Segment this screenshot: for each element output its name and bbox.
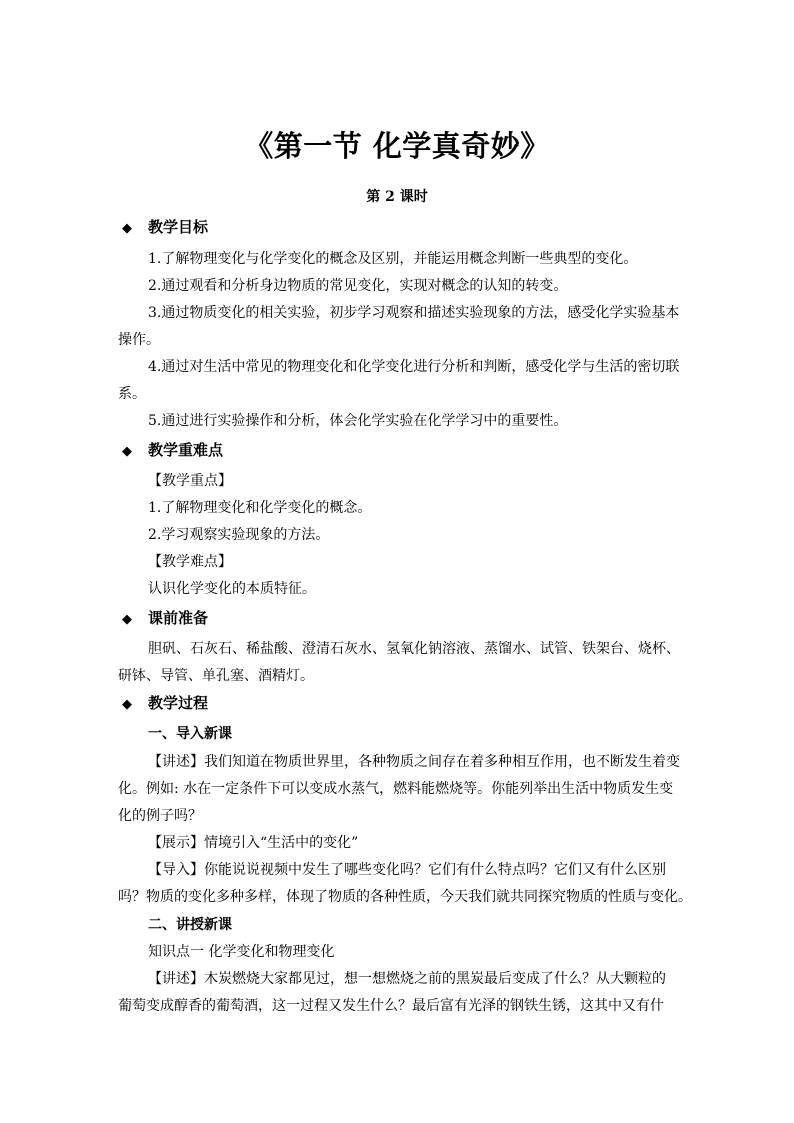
process-line: 化的例子吗？ xyxy=(118,808,202,824)
heading-key-points xyxy=(122,439,223,460)
heading-preparation xyxy=(122,607,208,628)
objective-line: 系。 xyxy=(118,386,146,402)
focus-item: 1.了解物理变化和化学变化的概念。 xyxy=(148,500,372,516)
part2-title: 二、讲授新课 xyxy=(148,917,232,933)
diamond-bullet-icon: ◆ xyxy=(122,221,132,236)
difficulty-label: 【教学难点】 xyxy=(148,554,232,570)
process-line: 吗？物质的变化多种多样，体现了物质的各种性质，今天我们就共同探究物质的性质与变化。 xyxy=(118,889,692,905)
process-line: 【讲述】我们知道在物质世界里，各种物质之间存在着多种相互作用，也不断发生着变 xyxy=(148,754,680,770)
objective-line: 3.通过物质变化的相关实验，初步学习观察和描述实验现象的方法，感受化学实验基本 xyxy=(148,305,680,321)
preparation-line: 胆矾、石灰石、稀盐酸、澄清石灰水、氢氧化钠溶液、蒸馏水、试管、铁架台、烧杯、 xyxy=(148,641,680,657)
heading-objectives-label: 教学目标 xyxy=(148,218,209,236)
objective-line: 1.了解物理变化与化学变化的概念及区别，并能运用概念判断一些典型的变化。 xyxy=(148,251,638,267)
knowledge-point-title: 知识点一 化学变化和物理变化 xyxy=(148,944,335,960)
heading-process xyxy=(122,692,208,713)
process-line: 【导入】你能说说视频中发生了哪些变化吗？它们有什么特点吗？它们又有什么区别 xyxy=(148,862,666,878)
objective-line: 操作。 xyxy=(118,332,160,348)
diamond-bullet-icon: ◆ xyxy=(122,612,132,627)
diamond-bullet-icon: ◆ xyxy=(122,697,132,712)
objective-line: 5.通过进行实验操作和分析，体会化学实验在化学学习中的重要性。 xyxy=(148,413,568,429)
process-line: 【展示】情境引入“生活中的变化” xyxy=(148,835,359,851)
focus-item: 2.学习观察实验现象的方法。 xyxy=(148,527,330,543)
heading-objectives xyxy=(122,216,208,237)
preparation-line: 研钵、导管、单孔塞、酒精灯。 xyxy=(118,668,314,684)
focus-label: 【教学重点】 xyxy=(148,473,232,489)
objective-line: 2.通过观看和分析身边物质的常见变化，实现对概念的认知的转变。 xyxy=(148,278,568,294)
heading-process-label: 教学过程 xyxy=(148,694,209,712)
lesson-subtitle: 第 2 课时 xyxy=(366,189,428,205)
heading-preparation-label: 课前准备 xyxy=(148,609,209,627)
process-line: 化。例如: 水在一定条件下可以变成水蒸气，燃料能燃烧等。你能列举出生活中物质发生变 xyxy=(118,781,674,797)
objective-line: 4.通过对生活中常见的物理变化和化学变化进行分析和判断，感受化学与生活的密切联 xyxy=(148,359,680,375)
heading-key-points-label: 教学重难点 xyxy=(148,441,224,459)
difficulty-text: 认识化学变化的本质特征。 xyxy=(148,581,316,597)
process-line: 葡萄变成醇香的葡萄酒，这一过程又发生什么？最后富有光泽的钢铁生锈，这其中又有什 xyxy=(118,998,664,1014)
process-line: 【讲述】木炭燃烧大家都见过，想一想燃烧之前的黑炭最后变成了什么？从大颗粒的 xyxy=(148,971,666,987)
diamond-bullet-icon: ◆ xyxy=(122,444,132,459)
part1-title: 一、导入新课 xyxy=(148,726,232,742)
page-title: 《第一节 化学真奇妙》 xyxy=(244,129,550,163)
